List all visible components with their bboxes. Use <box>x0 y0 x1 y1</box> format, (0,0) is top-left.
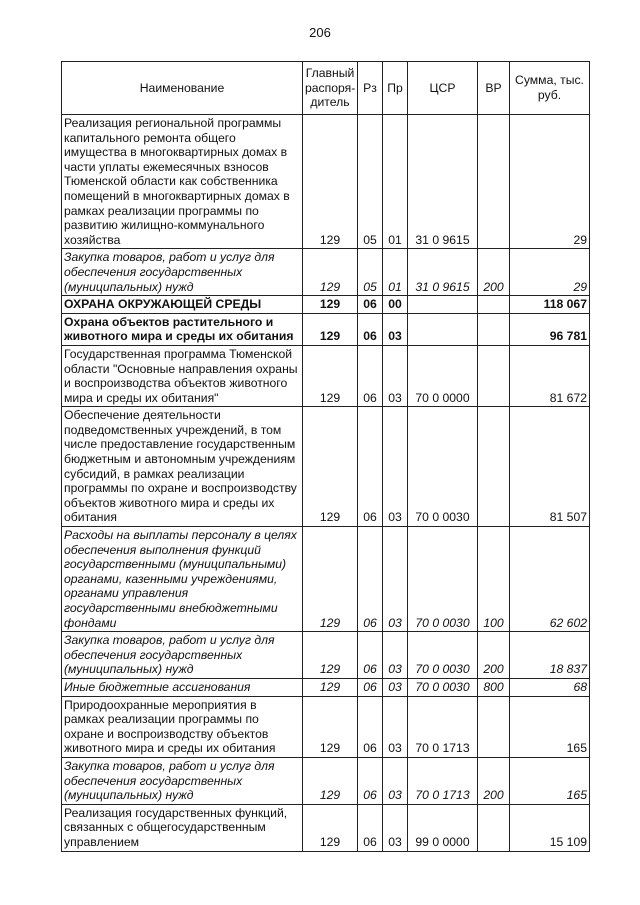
page-number: 206 <box>309 25 331 40</box>
cell-csr: 31 0 9615 <box>408 249 478 296</box>
cell-manager: 129 <box>303 249 358 296</box>
cell-csr: 70 0 1713 <box>408 696 478 757</box>
cell-name: ОХРАНА ОКРУЖАЮЩЕЙ СРЕДЫ <box>62 296 303 314</box>
cell-csr: 70 0 0030 <box>408 527 478 632</box>
cell-pr: 03 <box>383 632 408 679</box>
table-row <box>62 407 590 527</box>
cell-rz: 05 <box>358 249 383 296</box>
header-name: Наименование <box>62 62 303 115</box>
cell-csr: 70 0 0030 <box>408 632 478 679</box>
cell-rz: 06 <box>358 296 383 314</box>
cell-sum: 81 672 <box>510 345 590 406</box>
cell-sum: 165 <box>510 757 590 804</box>
cell-rz: 06 <box>358 678 383 696</box>
table-row <box>62 249 590 296</box>
cell-pr: 03 <box>383 313 408 345</box>
cell-name: Реализация региональной программы капитального ремонта общего имущества в многоквартирных домах в части уплаты ежемесячных взносов Тюменской области как собственника помещений в многоквартирных домах в рамках реализации программы по развитию жилищно-коммунального хозяйства <box>62 115 303 249</box>
cell-csr: 70 0 0000 <box>408 345 478 406</box>
table-row <box>62 678 590 696</box>
cell-csr <box>408 313 478 345</box>
table-row <box>62 313 590 345</box>
cell-sum: 29 <box>510 249 590 296</box>
table-row <box>62 527 590 632</box>
cell-manager: 129 <box>303 632 358 679</box>
cell-name: Иные бюджетные ассигнования <box>62 678 303 696</box>
cell-vr <box>478 804 510 851</box>
cell-manager: 129 <box>303 757 358 804</box>
cell-vr <box>478 407 510 527</box>
cell-vr <box>478 313 510 345</box>
cell-pr: 00 <box>383 296 408 314</box>
cell-name: Реализация государственных функций, связанных с общегосударственным управлением <box>62 804 303 851</box>
cell-pr: 03 <box>383 407 408 527</box>
cell-vr <box>478 115 510 249</box>
cell-sum: 96 781 <box>510 313 590 345</box>
cell-rz: 06 <box>358 757 383 804</box>
table-row <box>62 632 590 679</box>
cell-vr <box>478 696 510 757</box>
cell-csr: 31 0 9615 <box>408 115 478 249</box>
cell-rz: 06 <box>358 632 383 679</box>
cell-manager: 129 <box>303 115 358 249</box>
cell-pr: 01 <box>383 115 408 249</box>
cell-name: Расходы на выплаты персоналу в целях обеспечения выполнения функций государственными (муниципальными) органами, казенными учреждениями, органами управления государственными внебюджетными фондами <box>62 527 303 632</box>
cell-name: Охрана объектов растительного и животного мира и среды их обитания <box>62 313 303 345</box>
cell-rz: 06 <box>358 804 383 851</box>
table-row <box>62 345 590 406</box>
cell-sum: 62 602 <box>510 527 590 632</box>
cell-manager: 129 <box>303 313 358 345</box>
cell-csr <box>408 296 478 314</box>
table-row <box>62 696 590 757</box>
header-manager: Главный распоря-дитель <box>303 62 358 115</box>
cell-vr: 100 <box>478 527 510 632</box>
cell-manager: 129 <box>303 296 358 314</box>
header-vr: ВР <box>478 62 510 115</box>
table-row <box>62 804 590 851</box>
cell-rz: 06 <box>358 313 383 345</box>
header-csr: ЦСР <box>408 62 478 115</box>
header-row <box>62 62 590 115</box>
cell-pr: 03 <box>383 678 408 696</box>
cell-rz: 06 <box>358 345 383 406</box>
budget-table <box>61 61 590 852</box>
header-sum: Сумма, тыс. руб. <box>510 62 590 115</box>
cell-manager: 129 <box>303 696 358 757</box>
cell-name: Закупка товаров, работ и услуг для обеспечения государственных (муниципальных) нужд <box>62 632 303 679</box>
cell-sum: 68 <box>510 678 590 696</box>
cell-manager: 129 <box>303 345 358 406</box>
cell-vr <box>478 345 510 406</box>
cell-pr: 03 <box>383 696 408 757</box>
cell-sum: 29 <box>510 115 590 249</box>
cell-name: Закупка товаров, работ и услуг для обеспечения государственных (муниципальных) нужд <box>62 249 303 296</box>
cell-pr: 01 <box>383 249 408 296</box>
cell-csr: 70 0 1713 <box>408 757 478 804</box>
cell-manager: 129 <box>303 804 358 851</box>
cell-name: Природоохранные мероприятия в рамках реализации программы по охране и воспроизводству объектов животного мира и среды их обитания <box>62 696 303 757</box>
cell-manager: 129 <box>303 407 358 527</box>
cell-csr: 99 0 0000 <box>408 804 478 851</box>
cell-manager: 129 <box>303 527 358 632</box>
table-row <box>62 757 590 804</box>
cell-pr: 03 <box>383 527 408 632</box>
cell-manager: 129 <box>303 678 358 696</box>
cell-vr: 800 <box>478 678 510 696</box>
cell-name: Закупка товаров, работ и услуг для обеспечения государственных (муниципальных) нужд <box>62 757 303 804</box>
header-pr: Пр <box>383 62 408 115</box>
cell-sum: 118 067 <box>510 296 590 314</box>
cell-rz: 06 <box>358 407 383 527</box>
cell-pr: 03 <box>383 804 408 851</box>
cell-csr: 70 0 0030 <box>408 407 478 527</box>
cell-sum: 81 507 <box>510 407 590 527</box>
cell-rz: 05 <box>358 115 383 249</box>
cell-vr: 200 <box>478 632 510 679</box>
table-row <box>62 296 590 314</box>
cell-pr: 03 <box>383 345 408 406</box>
header-rz: Рз <box>358 62 383 115</box>
cell-rz: 06 <box>358 696 383 757</box>
cell-pr: 03 <box>383 757 408 804</box>
cell-rz: 06 <box>358 527 383 632</box>
cell-vr: 200 <box>478 757 510 804</box>
table-row <box>62 115 590 249</box>
cell-name: Государственная программа Тюменской области "Основные направления охраны и воспроизводства объектов животного мира и среды их обитания" <box>62 345 303 406</box>
cell-sum: 15 109 <box>510 804 590 851</box>
cell-sum: 165 <box>510 696 590 757</box>
cell-sum: 18 837 <box>510 632 590 679</box>
cell-name: Обеспечение деятельности подведомственных учреждений, в том числе предоставление государственным бюджетным и автономным учреждениям субсидий, в рамках реализации программы по охране и воспроизводству объектов животного мира и среды их обитания <box>62 407 303 527</box>
cell-csr: 70 0 0030 <box>408 678 478 696</box>
cell-vr <box>478 296 510 314</box>
cell-vr: 200 <box>478 249 510 296</box>
